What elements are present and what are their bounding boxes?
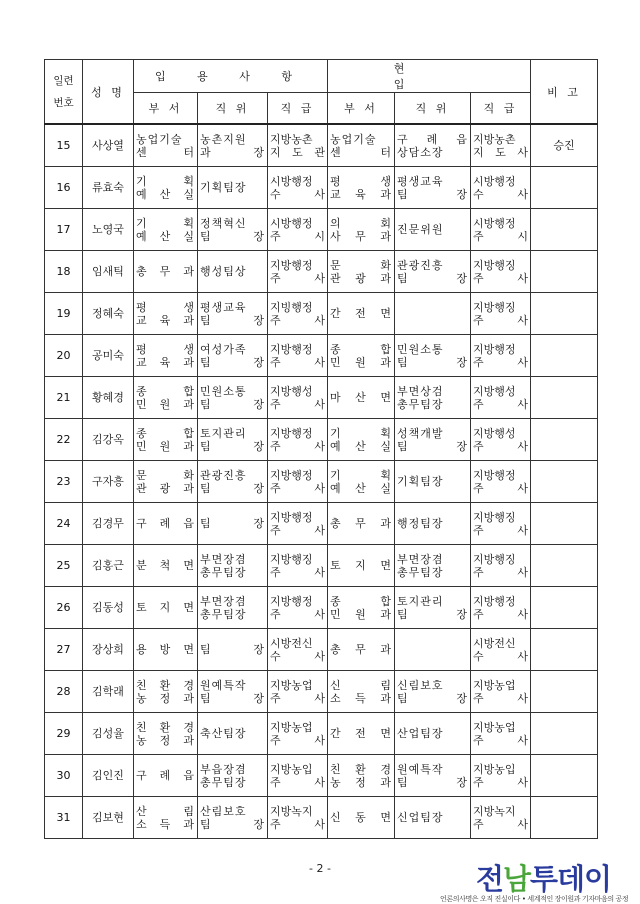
row-from-dept: 산 림 소 득 과 (134, 797, 198, 839)
row-to-dept: 토 지 면 (328, 545, 395, 587)
row-to-grade: 지방행징 주 사 (471, 545, 531, 587)
row-to-position: 부면상검 총무팀장 (395, 377, 471, 419)
row-to-position (395, 293, 471, 335)
row-to-grade: 시방전신 수 사 (471, 629, 531, 671)
row-from-position: 팀 장 (198, 503, 268, 545)
row-to-grade: 지방행징 주 사 (471, 503, 531, 545)
header-to-dept: 부 서 (328, 93, 395, 125)
row-to-position: 민원소통 팀 장 (395, 335, 471, 377)
row-to-grade: 지방행징 주 사 (471, 293, 531, 335)
row-from-position: 부읍장겸 총무팀장 (198, 755, 268, 797)
row-number: 22 (45, 419, 83, 461)
row-from-position: 행성팀상 (198, 251, 268, 293)
row-from-grade: 시방행정 주 시 (268, 209, 328, 251)
newspaper-logo (440, 857, 635, 903)
row-number: 17 (45, 209, 83, 251)
table-row (45, 629, 598, 671)
row-note (531, 713, 598, 755)
header-before-group: 입 용 사 항 (134, 60, 328, 93)
row-number: 26 (45, 587, 83, 629)
row-to-position: 신업팀장 (395, 797, 471, 839)
row-to-grade: 시방행정 주 시 (471, 209, 531, 251)
row-from-position: 산림보호 팀 장 (198, 797, 268, 839)
row-from-dept: 구 례 읍 (134, 503, 198, 545)
table-row (45, 377, 598, 419)
row-note (531, 335, 598, 377)
row-to-dept: 총 무 과 (328, 629, 395, 671)
row-from-dept: 평 생 교 육 과 (134, 293, 198, 335)
row-from-grade: 지빙행정 주 사 (268, 293, 328, 335)
table-row (45, 167, 598, 209)
table-row (45, 419, 598, 461)
row-from-dept: 농업기술 센 터 (134, 124, 198, 167)
row-number: 28 (45, 671, 83, 713)
row-name: 노영국 (83, 209, 134, 251)
row-to-dept: 기 획 예 산 실 (328, 419, 395, 461)
row-to-position: 부면장겸 총무팀장 (395, 545, 471, 587)
row-from-dept: 토 지 면 (134, 587, 198, 629)
row-name: 정혜숙 (83, 293, 134, 335)
header-to-grade: 직 급 (471, 93, 531, 125)
table-row (45, 713, 598, 755)
row-number: 30 (45, 755, 83, 797)
row-from-grade: 시방전신 수 사 (268, 629, 328, 671)
row-from-dept: 평 생 교 육 과 (134, 335, 198, 377)
row-from-dept: 종 합 민 원 과 (134, 419, 198, 461)
row-to-position: 관광진흥 팀 장 (395, 251, 471, 293)
row-from-dept: 기 획 예 산 실 (134, 167, 198, 209)
row-note (531, 461, 598, 503)
row-name: 김보현 (83, 797, 134, 839)
row-to-position: 산업팀장 (395, 713, 471, 755)
row-note (531, 167, 598, 209)
page-number: - 2 - (309, 862, 331, 875)
row-name: 장상희 (83, 629, 134, 671)
row-note (531, 377, 598, 419)
row-to-position: 기획팀장 (395, 461, 471, 503)
table-row (45, 545, 598, 587)
row-to-grade: 지방행정 주 사 (471, 335, 531, 377)
row-from-position: 원예특작 팀 장 (198, 671, 268, 713)
row-to-dept: 종 합 민 원 과 (328, 335, 395, 377)
row-from-dept: 친 환 경 농 정 과 (134, 671, 198, 713)
row-number: 24 (45, 503, 83, 545)
row-number: 21 (45, 377, 83, 419)
personnel-table (44, 59, 598, 839)
row-from-dept: 총 무 과 (134, 251, 198, 293)
row-to-position: 원예특작 팀 장 (395, 755, 471, 797)
row-from-grade: 지방행정 주 사 (268, 503, 328, 545)
row-name: 류효숙 (83, 167, 134, 209)
row-to-grade: 지방행징 주 사 (471, 251, 531, 293)
row-note (531, 545, 598, 587)
row-from-grade: 지방농업 주 사 (268, 713, 328, 755)
row-number: 31 (45, 797, 83, 839)
row-note (531, 587, 598, 629)
row-from-grade: 지방농업 주 사 (268, 671, 328, 713)
row-number: 15 (45, 124, 83, 167)
row-from-grade: 지방농입 주 사 (268, 755, 328, 797)
logo-part-c: 투데이 (530, 862, 612, 896)
row-note (531, 419, 598, 461)
row-note (531, 755, 598, 797)
table-row (45, 335, 598, 377)
row-from-grade: 지방행성 주 사 (268, 377, 328, 419)
row-from-grade: 지방행정 주 사 (268, 587, 328, 629)
logo-part-a: 전 (476, 862, 504, 896)
row-number: 18 (45, 251, 83, 293)
row-from-grade: 시방행정 수 사 (268, 167, 328, 209)
row-to-grade: 시방행정 수 사 (471, 167, 531, 209)
row-from-position: 여성가족 팀 장 (198, 335, 268, 377)
table-row (45, 503, 598, 545)
row-number: 16 (45, 167, 83, 209)
row-name: 김성율 (83, 713, 134, 755)
row-from-dept: 분 척 면 (134, 545, 198, 587)
row-from-position: 기획팀장 (198, 167, 268, 209)
row-to-dept: 기 획 예 산 실 (328, 461, 395, 503)
row-number: 23 (45, 461, 83, 503)
row-note (531, 629, 598, 671)
table-row (45, 797, 598, 839)
row-from-grade: 지방행정 주 사 (268, 251, 328, 293)
row-from-position: 축산팀장 (198, 713, 268, 755)
row-to-dept: 신 림 소 득 과 (328, 671, 395, 713)
logo-tagline: 언론의사명은 오직 진실이다 • 세계적인 장이원과 기자마음의 공정 (440, 895, 629, 903)
row-note (531, 251, 598, 293)
row-from-position: 토지관리 팀 장 (198, 419, 268, 461)
row-name: 황혜경 (83, 377, 134, 419)
table-row (45, 587, 598, 629)
row-note (531, 293, 598, 335)
header-from-grade: 직 급 (268, 93, 328, 125)
header-current-group: 현 입 (328, 60, 531, 93)
row-note (531, 503, 598, 545)
row-to-grade: 지방행성 주 사 (471, 419, 531, 461)
row-to-dept: 총 무 과 (328, 503, 395, 545)
row-to-grade: 지방행성 주 사 (471, 377, 531, 419)
row-from-position: 농촌지원 과 장 (198, 124, 268, 167)
row-to-dept: 문 화 관 광 과 (328, 251, 395, 293)
row-number: 25 (45, 545, 83, 587)
row-to-position: 신림보호 팀 장 (395, 671, 471, 713)
table-body (45, 124, 598, 839)
row-from-dept: 친 환 경 농 정 과 (134, 713, 198, 755)
row-from-grade: 지방행징 주 사 (268, 545, 328, 587)
row-to-dept: 간 전 면 (328, 713, 395, 755)
row-to-grade: 지방녹지 주 사 (471, 797, 531, 839)
row-from-position: 평생교육 팀 장 (198, 293, 268, 335)
row-from-position: 부면장겸 총무팀장 (198, 545, 268, 587)
row-to-position: 구 례 읍 상담소장 (395, 124, 471, 167)
row-name: 김학래 (83, 671, 134, 713)
row-note (531, 797, 598, 839)
row-number: 29 (45, 713, 83, 755)
row-from-position: 정책혁신 팀 장 (198, 209, 268, 251)
row-name: 김홍근 (83, 545, 134, 587)
row-from-grade: 지방행정 주 사 (268, 461, 328, 503)
table-row (45, 461, 598, 503)
row-from-position: 관광진흥 팀 장 (198, 461, 268, 503)
row-from-dept: 종 합 민 원 과 (134, 377, 198, 419)
row-from-dept: 용 방 면 (134, 629, 198, 671)
row-from-dept: 구 례 읍 (134, 755, 198, 797)
row-to-dept: 평 생 교 육 과 (328, 167, 395, 209)
row-name: 김경무 (83, 503, 134, 545)
row-from-grade: 지방행정 주 사 (268, 419, 328, 461)
table-row (45, 124, 598, 167)
row-from-dept: 문 화 관 광 과 (134, 461, 198, 503)
row-name: 임새틱 (83, 251, 134, 293)
row-to-position: 진문위원 (395, 209, 471, 251)
row-to-dept: 간 전 면 (328, 293, 395, 335)
header-name: 성 명 (83, 60, 134, 125)
header-serial: 일련 번호 (45, 60, 83, 125)
row-to-position: 성책개발 팀 장 (395, 419, 471, 461)
table-row (45, 671, 598, 713)
row-from-position: 민원소통 팀 장 (198, 377, 268, 419)
row-to-grade: 지방농입 주 사 (471, 755, 531, 797)
table-row (45, 209, 598, 251)
row-note: 승진 (531, 124, 598, 167)
row-to-position: 행정팀장 (395, 503, 471, 545)
table-row (45, 755, 598, 797)
row-name: 공미숙 (83, 335, 134, 377)
row-to-dept: 마 산 면 (328, 377, 395, 419)
logo-wordmark (476, 857, 611, 898)
header-note: 비 고 (531, 60, 598, 125)
row-to-dept: 신 동 면 (328, 797, 395, 839)
row-to-grade: 지방농촌 지 도 사 (471, 124, 531, 167)
row-from-position: 팀 장 (198, 629, 268, 671)
row-name: 김인진 (83, 755, 134, 797)
row-number: 20 (45, 335, 83, 377)
logo-part-b: 남 (503, 862, 531, 896)
row-from-grade: 지방농촌 지 도 관 (268, 124, 328, 167)
row-to-dept: 종 합 민 원 과 (328, 587, 395, 629)
header-to-position: 직 위 (395, 93, 471, 125)
row-to-grade: 지방농업 주 사 (471, 671, 531, 713)
row-name: 김동성 (83, 587, 134, 629)
row-number: 27 (45, 629, 83, 671)
header-from-position: 직 위 (198, 93, 268, 125)
row-note (531, 209, 598, 251)
header-from-dept: 부 서 (134, 93, 198, 125)
row-to-dept: 친 환 경 농 정 과 (328, 755, 395, 797)
table-row (45, 251, 598, 293)
row-to-position (395, 629, 471, 671)
row-from-position: 부면장겸 총무팀장 (198, 587, 268, 629)
row-to-position: 토지관리 팀 장 (395, 587, 471, 629)
row-from-grade: 지방녹지 주 사 (268, 797, 328, 839)
row-to-grade: 지방농업 주 사 (471, 713, 531, 755)
row-from-grade: 지방행정 주 사 (268, 335, 328, 377)
row-note (531, 671, 598, 713)
row-number: 19 (45, 293, 83, 335)
row-to-dept: 농업기술 센 터 (328, 124, 395, 167)
row-to-grade: 지방행정 주 사 (471, 587, 531, 629)
table-row (45, 293, 598, 335)
row-to-position: 평생교육 팀 장 (395, 167, 471, 209)
row-name: 사상열 (83, 124, 134, 167)
row-name: 구자흥 (83, 461, 134, 503)
row-to-grade: 지방행정 주 사 (471, 461, 531, 503)
row-to-dept: 의 회 사 무 과 (328, 209, 395, 251)
row-name: 김강옥 (83, 419, 134, 461)
row-from-dept: 기 획 예 산 실 (134, 209, 198, 251)
